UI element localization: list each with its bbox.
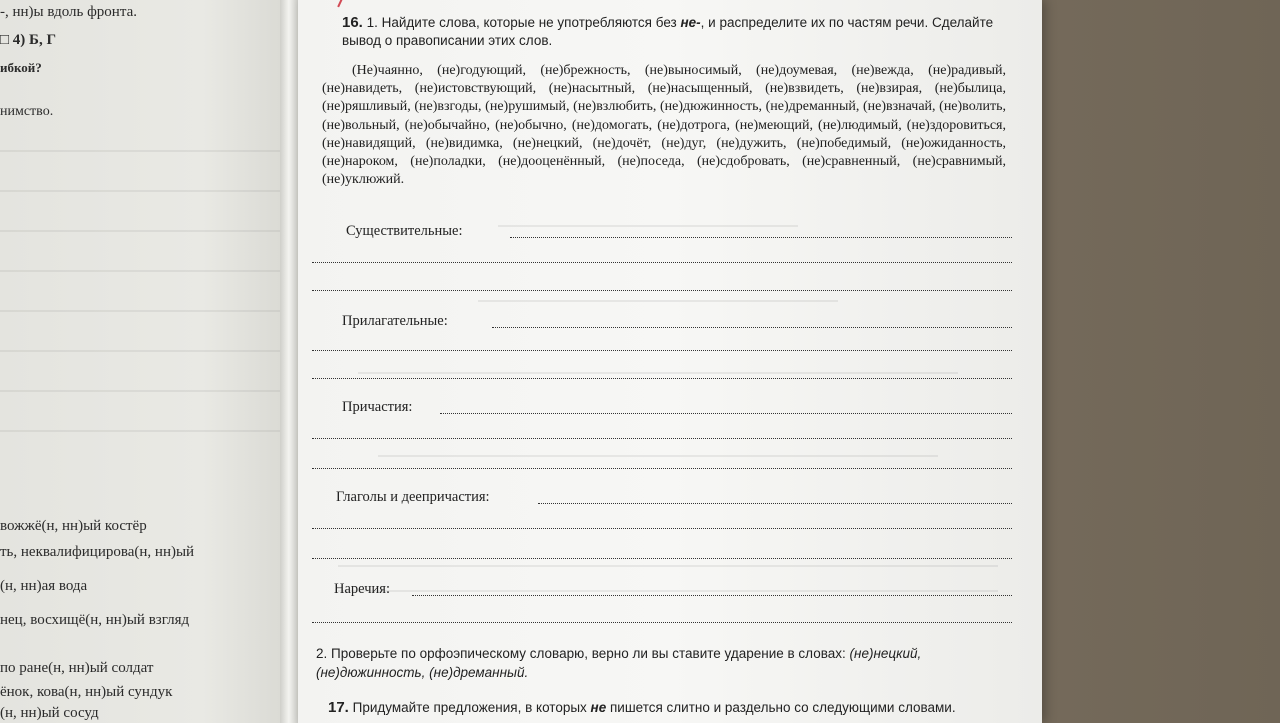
word-list (322, 62, 1006, 189)
left-page (0, 0, 290, 723)
answer-line[interactable] (312, 622, 1012, 623)
adjectives-label: Прилагательные: (342, 313, 448, 329)
adverbs-row (312, 580, 1012, 600)
right-page (298, 0, 1042, 723)
task17-number: 17. (328, 699, 349, 716)
answer-line[interactable] (312, 290, 1012, 291)
participles-answer-line[interactable] (440, 413, 1012, 414)
task16-instruction-bold: не- (680, 15, 701, 30)
task17-instruction (328, 699, 1028, 716)
adjectives-answer-line[interactable] (492, 327, 1012, 328)
participles-row (312, 398, 1012, 418)
verbs-answer-line[interactable] (538, 503, 1012, 504)
task17-suffix: пишется слитно и раздельно со следующими словами. (606, 700, 956, 715)
adjectives-row (312, 312, 1012, 332)
left-line: (н, нн)ая вода (0, 578, 88, 594)
left-line: нимство. (0, 104, 54, 119)
left-line: по ране(н, нн)ый солдат (0, 660, 154, 676)
left-line: -, нн)ы вдоль фронта. (0, 4, 137, 20)
left-line: ть, неквалифицирова(н, нн)ый (0, 544, 195, 560)
q2-prefix: 2. Проверьте по орфоэпическому словарю, верно ли вы ставите ударение в словах: (316, 646, 850, 661)
nouns-answer-line[interactable] (510, 237, 1012, 238)
participles-label: Причастия: (342, 399, 413, 415)
adverbs-label: Наречия: (334, 581, 390, 597)
verbs-row (312, 488, 1012, 508)
nouns-row (312, 222, 1012, 242)
left-line: нец, восхищё(н, нн)ый взгляд (0, 612, 190, 628)
answer-line[interactable] (312, 262, 1012, 263)
answer-line[interactable] (312, 468, 1012, 469)
left-line: □ 4) Б, Г (0, 32, 57, 48)
task16-question2 (316, 644, 1016, 682)
task17-bold: не (590, 700, 607, 715)
left-line: (н, нн)ый сосуд (0, 705, 99, 721)
left-line: ёнок, кова(н, нн)ый сундук (0, 684, 173, 700)
left-line: вожжё(н, нн)ый костёр (0, 518, 147, 534)
task17-prefix: Придумайте предложения, в которых (348, 700, 591, 715)
answer-line[interactable] (312, 438, 1012, 439)
answer-line[interactable] (312, 528, 1012, 529)
verbs-label: Глаголы и деепричастия: (336, 489, 490, 505)
q2-words: (не)нецкий, (не)дюжинность, (не)дреманный. (316, 646, 922, 680)
answer-line[interactable] (312, 378, 1012, 379)
adverbs-answer-line[interactable] (412, 595, 1012, 596)
task16-instruction (342, 14, 1012, 50)
task16-instruction-prefix: 1. Найдите слова, которые не употребляются без (362, 15, 681, 30)
left-line: ибкой? (0, 60, 42, 75)
nouns-label: Существительные: (346, 223, 463, 239)
answer-line[interactable] (312, 350, 1012, 351)
task16-number: 16. (342, 14, 363, 31)
task16-instruction-suffix: , и распределите их по частям речи. Сделайте вывод о правописании этих слов. (342, 15, 994, 48)
answer-line[interactable] (312, 558, 1012, 559)
word-list-text: (Не)чаянно, (не)годующий, (не)брежность, (не)выносимый, (не)доумевая, (не)вежда, (не)радивый, (не)навидеть, (не)истовствующий, (не)насытный, (не)насыщенный, (не)взвидеть, (не)взирая, (не)былица, (не)ряшливый, (не)взгоды, (не)рушимый, (не)взлюбить, (не)дюжинность, (не)дреманный, (не)взначай, (не)волить, (не)вольный, (не)обычайно, (не)обычно, (не)домогать, (не)дотрога, (не)меющий, (не)людимый, (не)здоровиться, (не)навидящий, (не)видимка, (не)нецкий, (не)дочёт, (не)дуг, (не)дужить, (не)победимый, (не)ожиданность, (не)нароком, (не)поладки, (не)дооценённый, (не)поседа, (не)сдобровать, (не)сравненный, (не)сравнимый, (не)уклюжий. (322, 63, 1006, 188)
